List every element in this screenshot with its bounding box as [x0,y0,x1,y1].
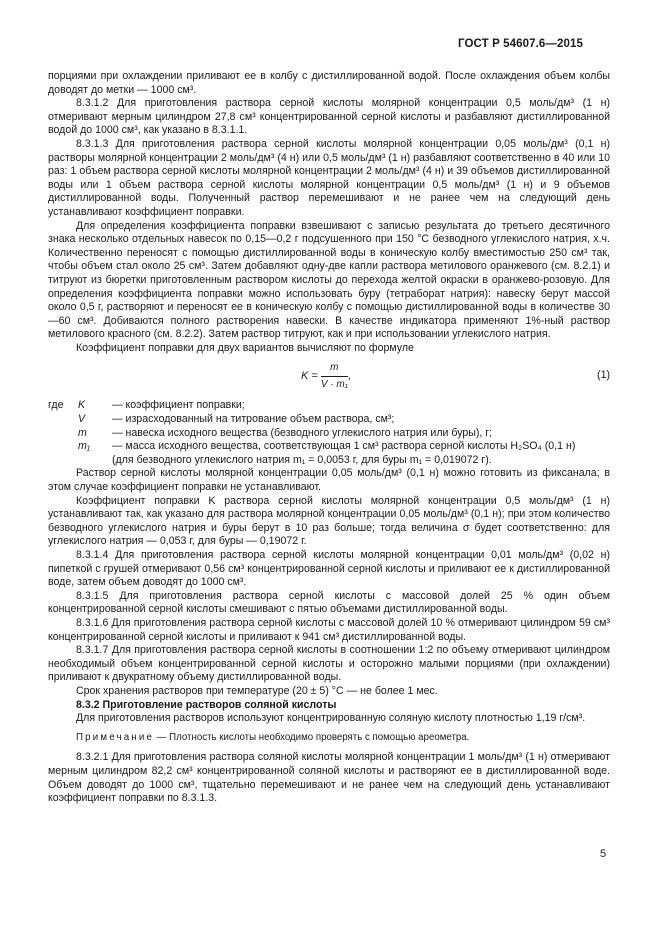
paragraph: Коэффициент поправки K раствора серной кислоты молярной концентрации 0,5 моль/дм³ (1 н) устанавливают так, как указано для раствора молярной концентрации 0,05 моль/дм³ (0,1 н); при этом количество безводного углекислого натрия и буры берут в 10 раз больше; тогда величина σ будет соответственно: для углекислого натрия — 0,053 г, для буры — 0,19072 г. [48,494,610,548]
legend-row [48,413,610,427]
legend-row [48,399,610,413]
formula-fraction [321,361,348,391]
paragraph: 8.3.1.6 Для приготовления раствора серной кислоты с массовой долей 10 % отмеривают цилиндром 59 см³ концентрированной серной кислоты и приливают к 941 см³ дистиллированной воды. [48,616,610,643]
paragraph: порциями при охлаждении приливают ее в колбу с дистиллированной водой. После охлаждения объем колбы доводят до метки — 1000 см³. [48,70,610,96]
legend-text: — коэффициент поправки; [112,399,245,412]
note-label: Примечание [76,731,155,743]
legend-row [48,440,610,454]
paragraph: 8.3.1.3 Для приготовления раствора серной кислоты молярной концентрации 0,05 моль/дм³ (0,1 н) растворы молярной концентрации 2 моль/дм³ (4 н) или 0,5 моль/дм³ (1 н) разбавляют соответственно в 40 или 10 раз: 1 объем раствора серной кислоты молярной концентрации 2 моль/дм³ (4 н) и 39 объемов дистиллированной воды или 1 объем раствора серной кислоты молярной концентрации 0,5 моль/дм³ (1 н) и 9 объемов дистиллированной воды. Полученный раствор перемешивают и не ранее чем на следующий день устанавливают коэффициент поправки. [48,137,610,218]
paragraph: 8.3.2.1 Для приготовления раствора соляной кислоты молярной концентрации 1 моль/дм³ (1 н) отмеривают мерным цилиндром 82,2 см³ концентрированной соляной кислоты и растворяют ее в дистиллированной воде. Объем доводят до 1000 см³, тщательно перемешивают и не ранее чем на следующий день устанавливают коэффициент поправки по 8.3.1.3. [48,751,610,805]
standard-header: ГОСТ Р 54607.6—2015 [458,38,583,50]
paragraph: 8.3.1.2 Для приготовления раствора серной кислоты молярной концентрации 0,5 моль/дм³ (1 н) отмеривают мерным цилиндром 27,8 см³ концентрированной серной кислоты и разбавляют дистиллированной водой до 1000 см³, как указано в 8.3.1.1. [48,97,610,137]
formula [301,361,351,391]
legend-symbol: V [78,413,86,426]
formula-numerator: m [321,361,348,377]
paragraph: Коэффициент поправки для двух вариантов вычисляют по формуле [76,341,414,354]
legend-text: — масса исходного вещества, соответствующая 1 см³ раствора серной кислоты H₂SO₄ (0,1 н) [112,440,576,453]
paragraph: 8.3.1.5 Для приготовления раствора серной кислоты с массовой долей 25 % один объем концентрированной серной кислоты смешивают с пятью объемами дистиллированной воды. [48,589,610,616]
page-number: 5 [600,848,607,860]
paragraph: Для приготовления растворов используют концентрированную соляную кислоту плотностью 1,19 г/см³. [76,712,586,725]
paragraph: 8.3.1.4 Для приготовления раствора серной кислоты молярной концентрации 0,01 моль/дм³ (0,02 н) пипеткой с грушей отмеривают 0,56 см³ концентрированной серной кислоты и приливают ее к дистиллированной воде, затем объем доводят до 1000 см³. [48,549,610,589]
section-title: 8.3.2 Приготовление растворов соляной кислоты [76,698,337,711]
note-text: — Плотность кислоты необходимо проверять с помощью ареометра. [154,731,470,743]
formula-legend [48,399,610,467]
legend-text: — израсходованный на титрование объем раствора, см³; [112,413,395,426]
paragraph: Для определения коэффициента поправки взвешивают с записью результата до третьего десятичного знака несколько отдельных навесок по 0,15—0,2 г подсушенного при 150 °С безводного углекислого натрия, х.ч. Количественно переносят с помощью дистиллированной воды в коническую колбу вместимостью 250 см³ так, чтобы объем стал около 25 см³. Затем добавляют одну-две капли раствора метилового оранжевого (см. 8.2.1) и титруют из бюретки приготовленным раствором кислоты до перехода желтой окраски в оранжево-розовую. Для определения коэффициента поправки можно использовать буру (тетраборат натрия): навеску берут массой около 0,5 г, растворяют и переносят ее в коническую колбу с помощью дистиллированной воды в количестве 30—60 см³. Добиваются полного растворения навески. В качестве индикатора применяют 1%-ный раствор метилового красного (см. 8.2.2). Затем раствор титруют, как и при использовании углекислого натрия. [48,219,610,341]
document-body [48,70,610,806]
legend-symbol: m₁ [78,440,91,453]
legend-symbol: m [78,426,87,439]
formula-lhs: K = [301,369,318,382]
legend-continuation: (для безводного углекислого натрия m₁ = 0,0053 г, для буры m₁ = 0,019072 г). [112,453,492,466]
formula-denominator: V · m₁ [320,379,348,391]
formula-comma: , [347,369,351,382]
legend-row [48,427,610,441]
legend-lead: где [48,399,64,412]
formula-number: (1) [597,369,610,382]
paragraph: Срок хранения растворов при температуре (20 ± 5) °С — не более 1 мес. [76,684,438,697]
paragraph: 8.3.1.7 Для приготовления раствора серной кислоты в соотношении 1:2 по объему отмеривают цилиндром необходимый объем концентрированной серной кислоты и осторожно малыми порциями (при охлаждении) приливают к двукратному объему дистиллированной воды. [48,644,610,684]
legend-text: — навеска исходного вещества (безводного углекислого натрия или буры), г; [112,426,493,439]
legend-symbol: K [78,399,86,412]
note [48,731,610,745]
formula-block [48,359,610,397]
paragraph: Раствор серной кислоты молярной концентрации 0,05 моль/дм³ (0,1 н) можно готовить из фиксанала; в этом случае коэффициент поправки не устанавливают. [48,467,610,494]
